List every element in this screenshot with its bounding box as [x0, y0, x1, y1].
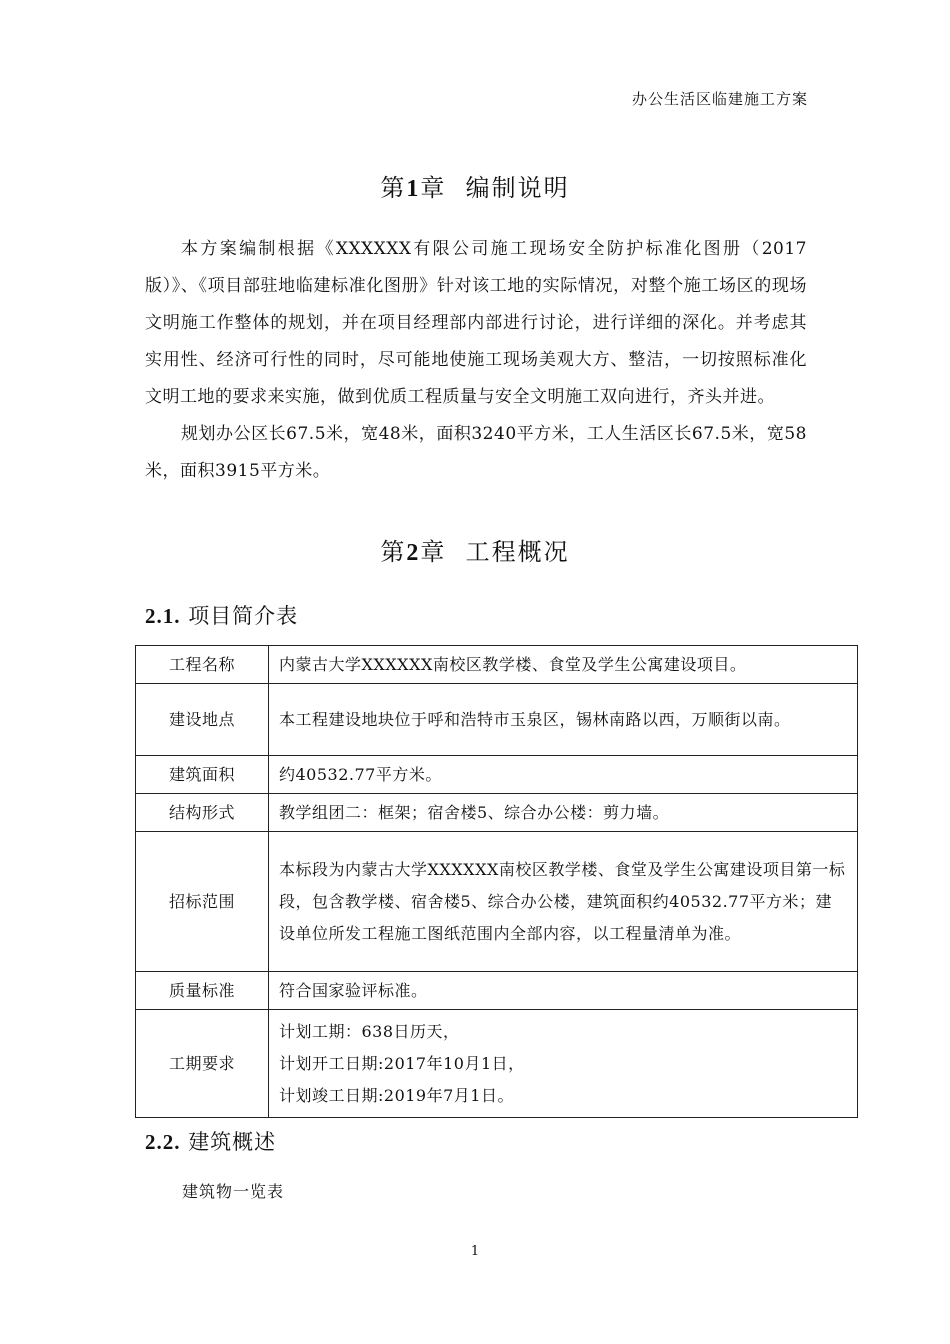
paragraph: 规划办公区长67.5米，宽48米，面积3240平方米，工人生活区长67.5米，宽58米，面积3915平方米。: [145, 424, 807, 481]
table-value: 符合国家验评标准。: [269, 972, 858, 1010]
table-key: 招标范围: [136, 832, 269, 972]
table-row: [136, 972, 858, 1010]
paragraph: 本方案编制根据《XXXXXX有限公司施工现场安全防护标准化图册（2017版）》、《项目部驻地临建标准化图册》针对该工地的实际情况，对整个施工场区的现场文明施工作整体的规划，并在项目经理部内部进行讨论，进行详细的深化。并考虑其实用性、经济可行性的同时，尽可能地使施工现场美观大方、整洁，一切按照标准化文明工地的要求来实施，做到优质工程质量与安全文明施工双向进行，齐头并进。: [145, 239, 807, 407]
page-number: 1: [470, 1244, 480, 1259]
chapter-2-heading: 第2章 工程概况: [380, 538, 570, 566]
project-summary-table: [135, 645, 858, 1118]
table-row: [136, 684, 858, 756]
section-2-2-heading: 2.2. 建筑概述: [145, 1130, 277, 1154]
table-row: [136, 1010, 858, 1118]
table-row: [136, 646, 858, 684]
table-value: 本工程建设地块位于呼和浩特市玉泉区，锡林南路以西，万顺街以南。: [269, 684, 858, 756]
table-key: 质量标准: [136, 972, 269, 1010]
table-key: 工期要求: [136, 1010, 269, 1118]
table-value: 本标段为内蒙古大学XXXXXX南校区教学楼、食堂及学生公寓建设项目第一标段，包含教学楼、宿舍楼5、综合办公楼，建筑面积约40532.77平方米；建设单位所发工程施工图纸范围内全部内容，以工程量清单为准。: [269, 832, 858, 972]
table-key: 结构形式: [136, 794, 269, 832]
table-value: 约40532.77平方米。: [269, 756, 858, 794]
chapter-1-title: 编制说明: [465, 174, 570, 202]
running-header: 办公生活区临建施工方案: [631, 90, 808, 108]
table-value: 内蒙古大学XXXXXX南校区教学楼、食堂及学生公寓建设项目。: [269, 646, 858, 684]
table-caption: 建筑物一览表: [182, 1182, 285, 1201]
table-row: [136, 794, 858, 832]
table-value: 教学组团二：框架；宿舍楼5、综合办公楼：剪力墙。: [269, 794, 858, 832]
table-key: 工程名称: [136, 646, 269, 684]
table-key: 建筑面积: [136, 756, 269, 794]
chapter-2-title: 工程概况: [465, 538, 570, 566]
table-key: 建设地点: [136, 684, 269, 756]
table-value: 计划工期：638日历天， 计划开工日期:2017年10月1日， 计划竣工日期:2019年7月1日。: [269, 1010, 858, 1118]
chapter-1-body: [145, 231, 807, 490]
section-2-1-heading: 2.1. 项目简介表: [145, 604, 299, 628]
chapter-1-heading: 第1章 编制说明: [380, 174, 570, 202]
table-row: [136, 832, 858, 972]
table-row: [136, 756, 858, 794]
